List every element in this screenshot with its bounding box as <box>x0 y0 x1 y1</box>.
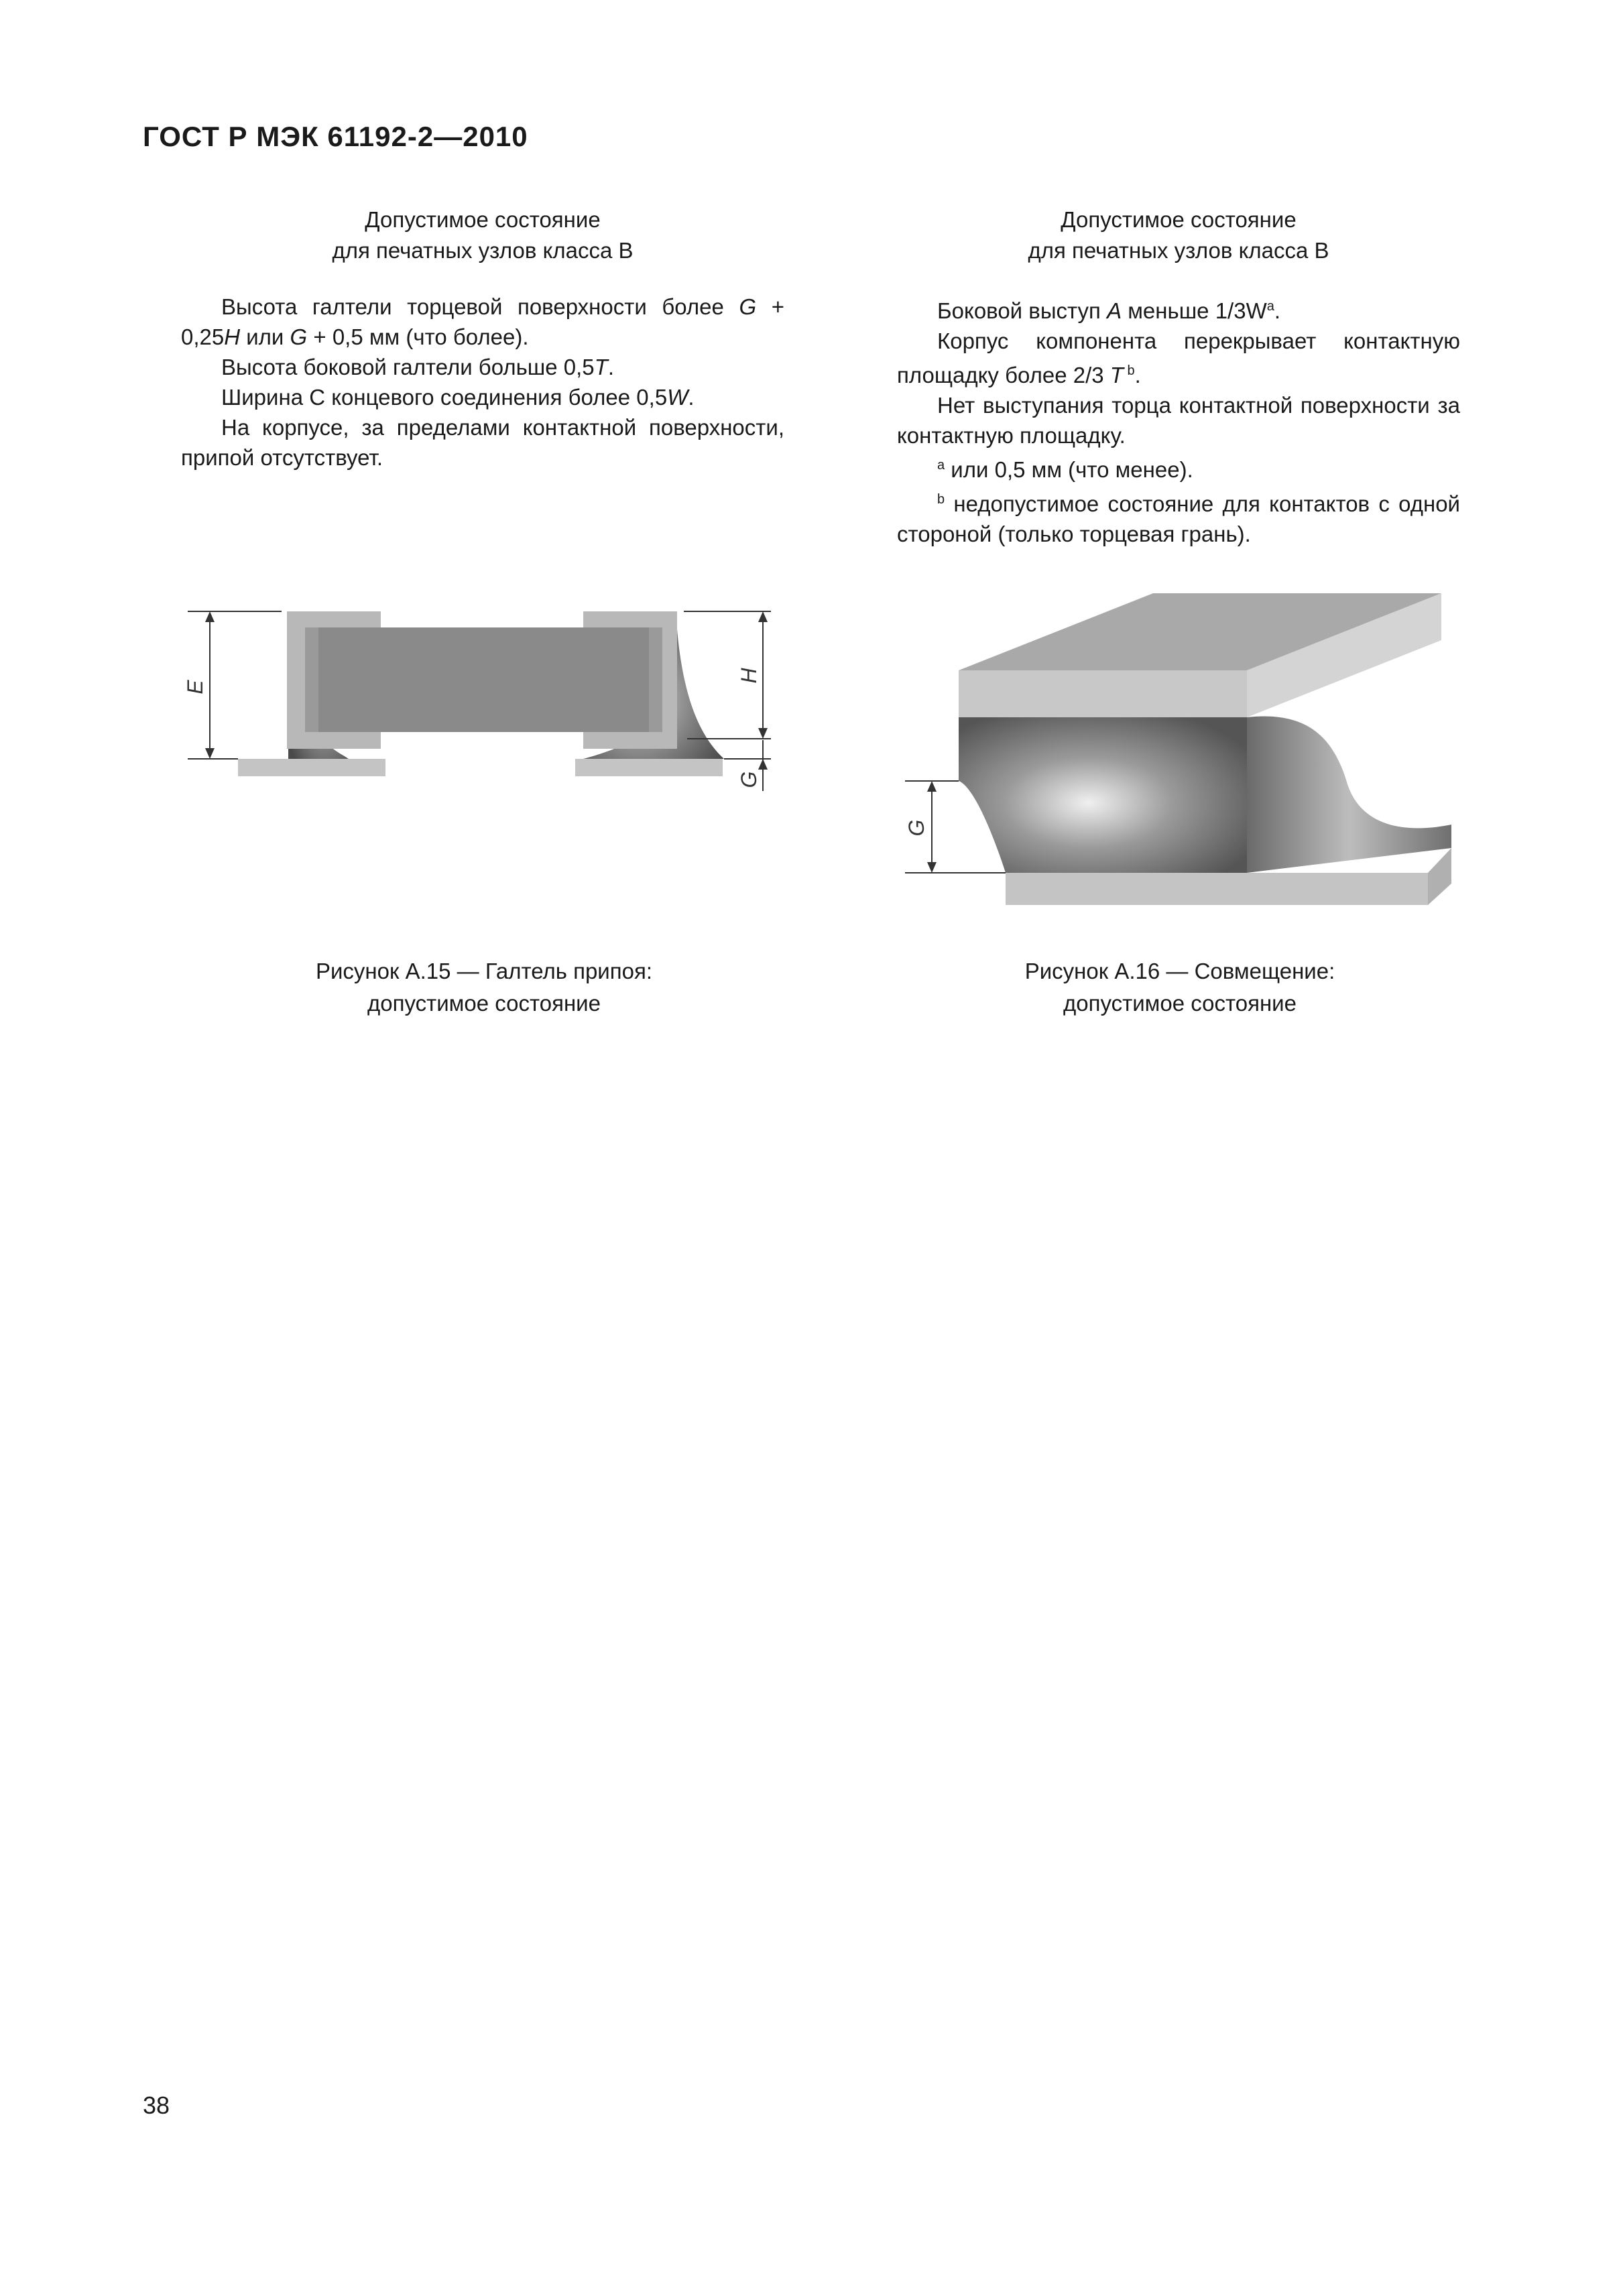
dimension-label-g: G <box>904 819 928 837</box>
left-paragraph-2: Высота боковой галтели больше 0,5T. <box>221 355 614 379</box>
right-paragraph-1: Боковой выступ A меньше $1/3W^a$. <box>937 298 1281 323</box>
figure-a16-caption-line2: допустимое состояние <box>1063 991 1297 1016</box>
left-column-title-2: для печатных узлов класса В <box>332 238 634 263</box>
left-paragraph-3: Ширина С концевого соединения более 0,5W. <box>221 385 695 410</box>
figure-a16-alignment <box>905 583 1468 912</box>
figure-a16-caption <box>878 955 1482 1020</box>
footnote-b: $^b$ недопустимое состояние для контактов с одной стороной (только торцевая грань). <box>897 491 1460 546</box>
pad-front <box>1006 873 1428 905</box>
figure-a15-caption-line2: допустимое состояние <box>367 991 601 1016</box>
component-inner-terminal-left <box>305 627 318 732</box>
left-paragraph-1: Высота галтели торцевой поверхности более G + 0,25H или G + 0,5 мм (что более). <box>181 294 784 349</box>
pad-side <box>1428 848 1451 905</box>
left-column-title-1: Допустимое состояние <box>365 207 601 232</box>
pad-left <box>238 759 385 776</box>
figure-a15-caption <box>182 955 786 1020</box>
dimension-label-e: E <box>183 680 207 694</box>
figure-a16-caption-line1: Рисунок А.16 — Совмещение: <box>1024 959 1335 983</box>
footnote-a: $^a$ или 0,5 мм (что менее). <box>937 457 1193 482</box>
component-body <box>305 627 662 732</box>
figure-a15-solder-fillet <box>183 590 784 791</box>
right-column-title-2: для печатных узлов класса В <box>1028 238 1329 263</box>
document-header: ГОСТ Р МЭК 61192-2—2010 <box>143 121 528 152</box>
right-column-title-1: Допустимое состояние <box>1061 207 1297 232</box>
solder-front <box>959 717 1247 873</box>
figure-a15-caption-line1: Рисунок А.15 — Галтель припоя: <box>315 959 652 983</box>
dimension-label-h: H <box>737 668 761 684</box>
component-inner-terminal-right <box>649 627 662 732</box>
component-front-band <box>959 670 1247 717</box>
page-number: 38 <box>143 2092 170 2119</box>
dimension-label-g: G <box>737 771 761 788</box>
left-paragraph-4: На корпусе, за пределами контактной поверхности, припой отсутствует. <box>181 415 784 470</box>
right-paragraph-2: Корпус компонента перекрывает контактную площадку более 2/3 T $^b$. <box>897 328 1460 387</box>
pad-right <box>575 759 723 776</box>
right-paragraph-3: Нет выступания торца контактной поверхности за контактную площадку. <box>897 393 1460 448</box>
solder-side-fillet <box>1247 716 1451 873</box>
left-column <box>181 204 784 473</box>
right-column <box>897 204 1460 549</box>
